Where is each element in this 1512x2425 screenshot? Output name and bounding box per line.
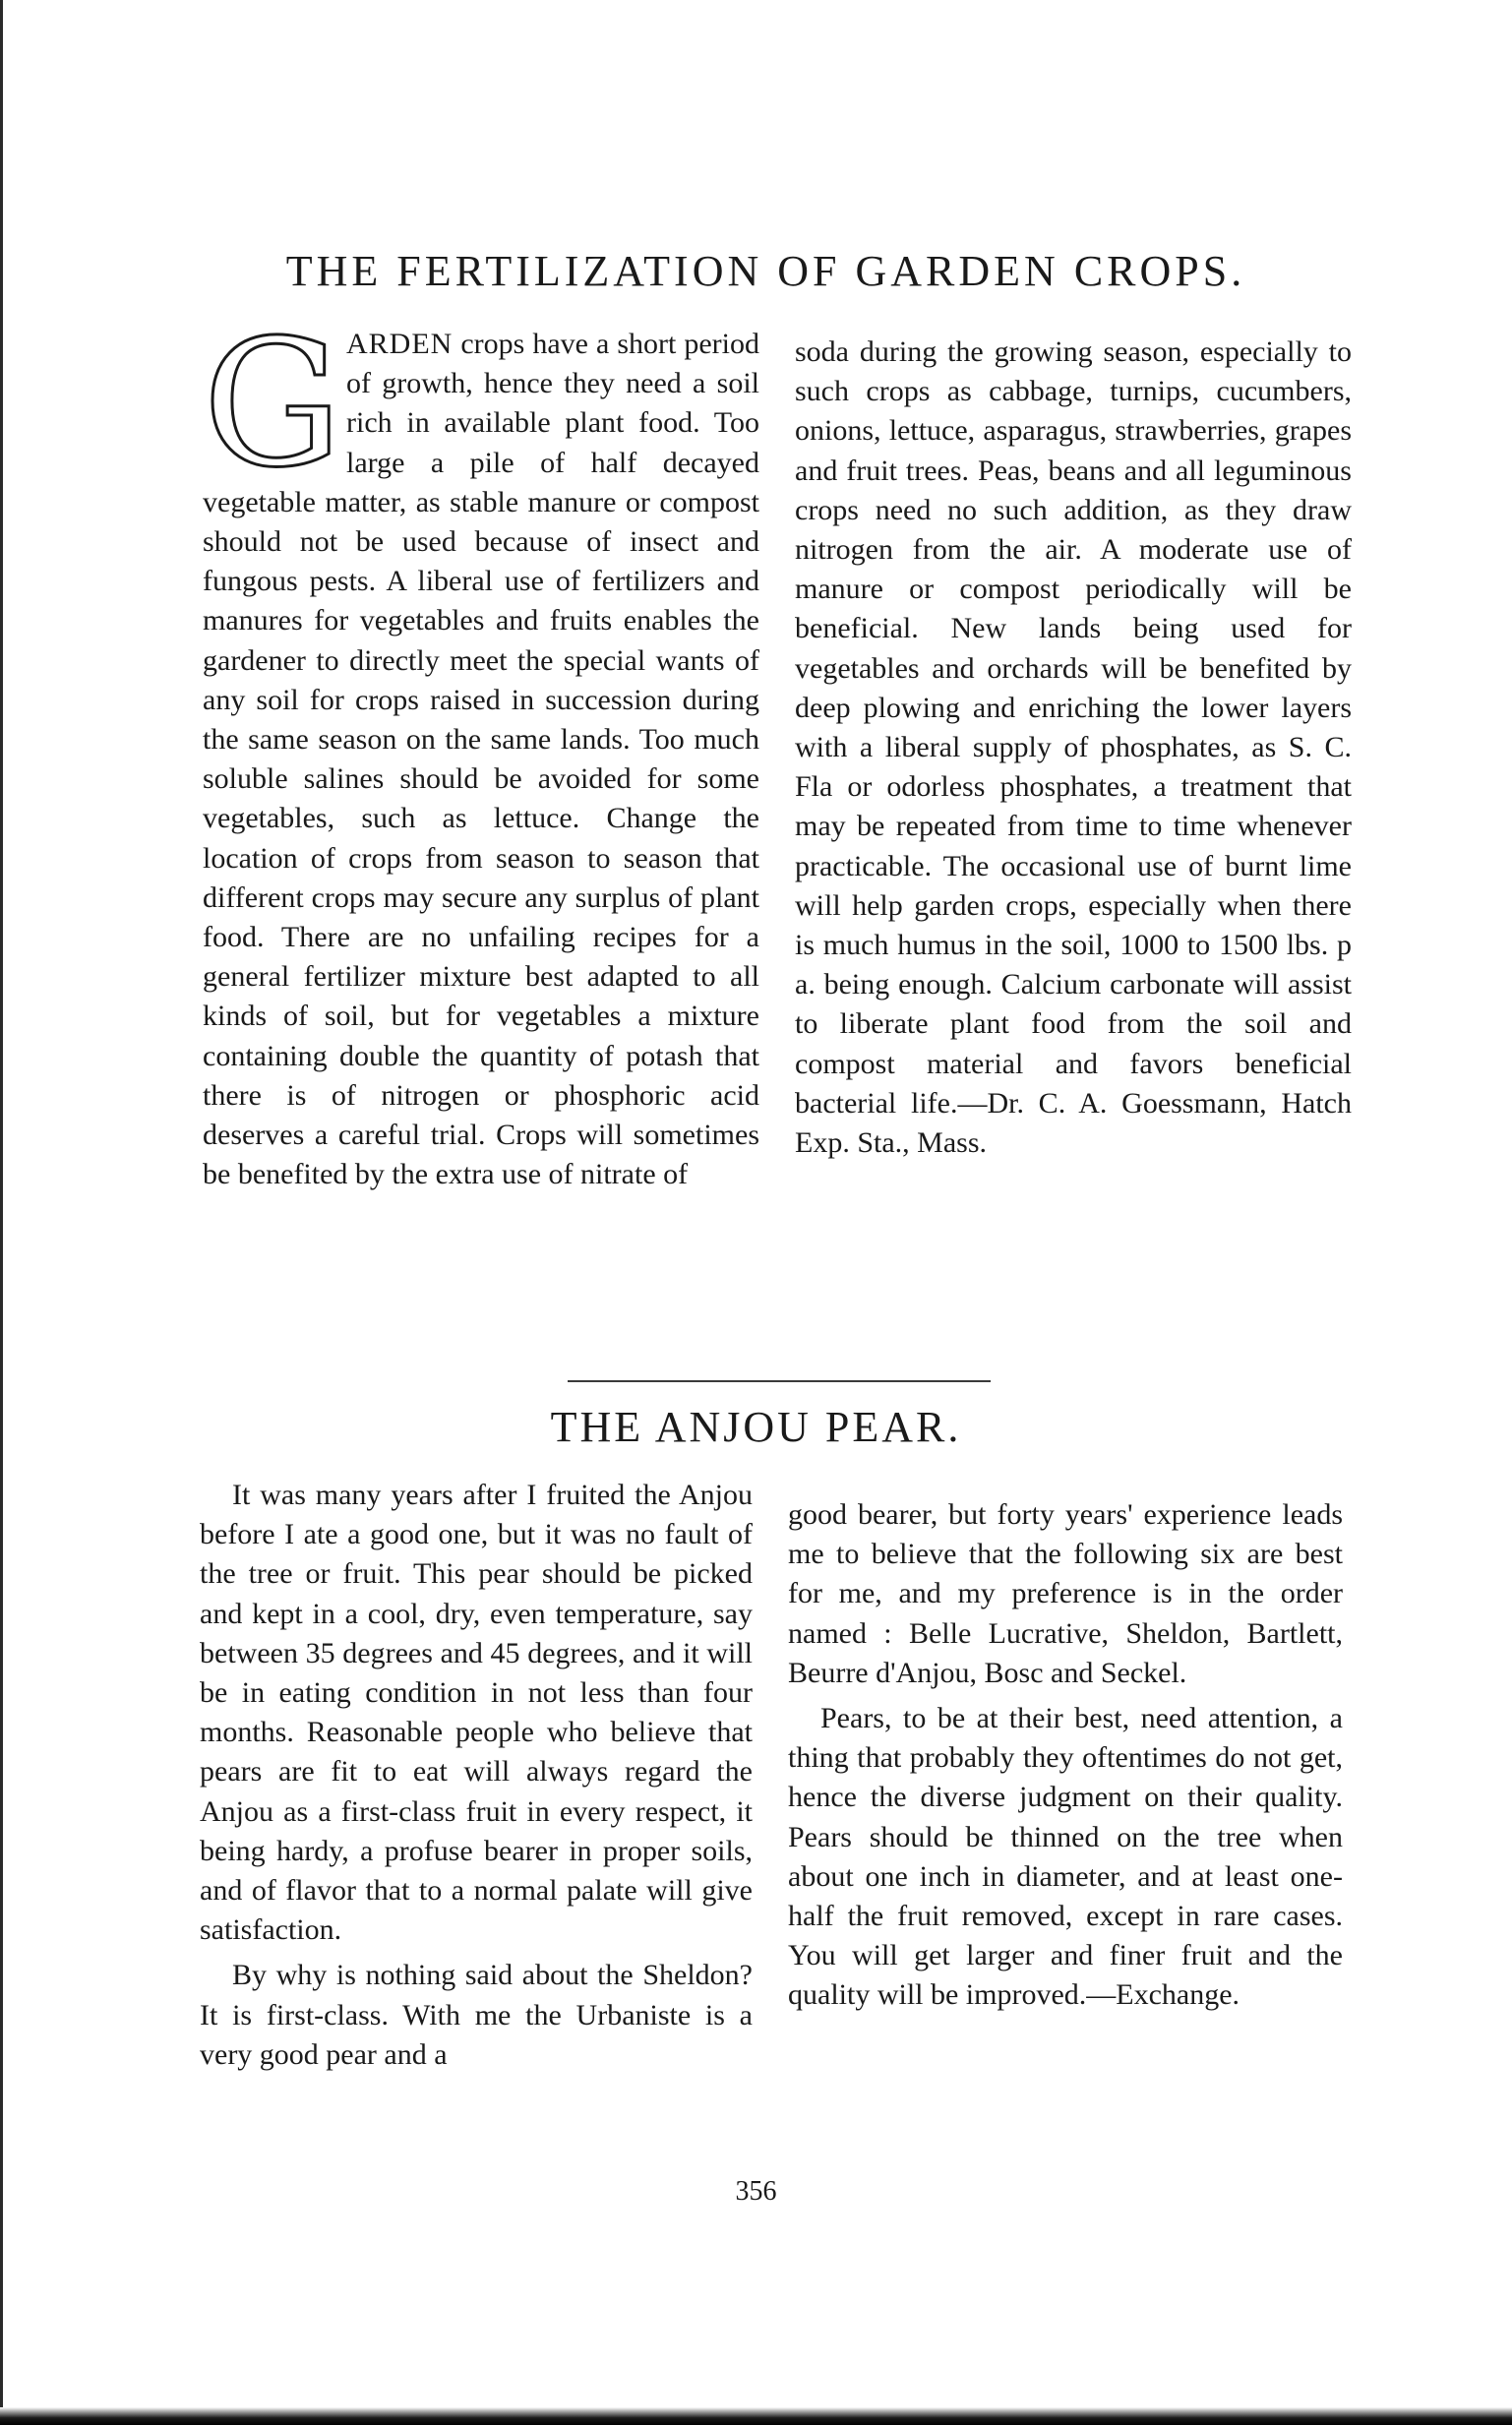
- article2-paragraph: By why is nothing said about the Sheldon? It is first-class. With me the Urbaniste is a very good pear and a: [200, 1959, 753, 2071]
- article2-paragraph: good bearer, but forty years' experience leads me to believe that the following six are best for me, and my preference is in the order named : Belle Lucrative, Sheldon, Bartlett, Beurre d'Anjou, Bosc and Seckel.: [788, 1498, 1343, 1689]
- lead-word: ARDEN: [346, 328, 454, 360]
- article1-right-column: [795, 333, 1352, 1163]
- article1-left-text: crops have a short period of growth, hence they need a soil rich in available plant food. Too large a pile of half decayed vegetable matter, as stable manure or compost should not be used because of insect and fungous pests. A liberal use of fertilizers and manures for vegetables and fruits enables the gardener to directly meet the special wants of any soil for crops raised in succession during the same season on the same lands. Too much soluble salines should be avoided for some vegetables, such as lettuce. Change the location of crops from season to season that different crops may secure any surplus of plant food. There are no unfailing recipes for a general fertilizer mixture best adapted to all kinds of soil, but for vegetables a mixture containing double the quantity of potash that there is of nitrogen or phosphoric acid deserves a careful trial. Crops will sometimes be benefited by the extra use of nitrate of: [203, 328, 759, 1191]
- article-title-fertilization: THE FERTILIZATION OF GARDEN CROPS.: [285, 247, 1246, 295]
- article-title-anjou-pear: THE ANJOU PEAR.: [550, 1403, 962, 1451]
- section-divider: [568, 1380, 991, 1382]
- article1-right-paragraph: soda during the growing season, especially to such crops as cabbage, turnips, cucumbers, onions, lettuce, asparagus, strawberries, grapes and fruit trees. Peas, beans and all leguminous crops need no such addition, as they draw nitrogen from the air. A moderate use of manure or compost periodically will be beneficial. New lands being used for vegetables and orchards will be benefited by deep plowing and enriching the lower layers with a liberal supply of phosphates, as S. C. Fla or odorless phosphates, a treatment that may be repeated from time to time whenever practicable. The occasional use of burnt lime will help garden crops, especially when there is much humus in the soil, 1000 to 1500 lbs. p a. being enough. Calcium carbonate will assist to liberate plant food from the soil and compost material and favors beneficial bacterial life.—Dr. C. A. Goessmann, Hatch Exp. Sta., Mass.: [795, 335, 1352, 1160]
- article2-paragraph: Pears, to be at their best, need attention, a thing that probably they oftentimes do not get, hence the diverse judgment on their quality. Pears should be thinned on the tree when about one inch in diameter, and at least one-half the fruit removed, except in rare cases. You will get larger and finer fruit and the quality will be improved.—Exchange.: [788, 1702, 1343, 2012]
- scan-bottom-edge: [0, 2407, 1512, 2425]
- page-edge-shadow: [0, 0, 3, 2425]
- page-number: 356: [735, 2176, 777, 2207]
- dropcap-letter: G: [203, 302, 343, 506]
- article1-left-column: [203, 302, 759, 1194]
- article2-right-column: [788, 1495, 1343, 2022]
- article2-paragraph: It was many years after I fruited the Anjou before I ate a good one, but it was no fault of the tree or fruit. This pear should be picked and kept in a cool, dry, even temperature, say between 35 degrees and 45 degrees, and it will be in eating condition in not less than four months. Reasonable people who believe that pears are fit to eat will always regard the Anjou as a first-class fruit in every respect, it being hardy, a profuse bearer in proper soils, and of flavor that to a normal palate will give satisfaction.: [200, 1479, 753, 1947]
- article2-left-column: [200, 1476, 753, 2081]
- article1-left-paragraph: [203, 302, 759, 1194]
